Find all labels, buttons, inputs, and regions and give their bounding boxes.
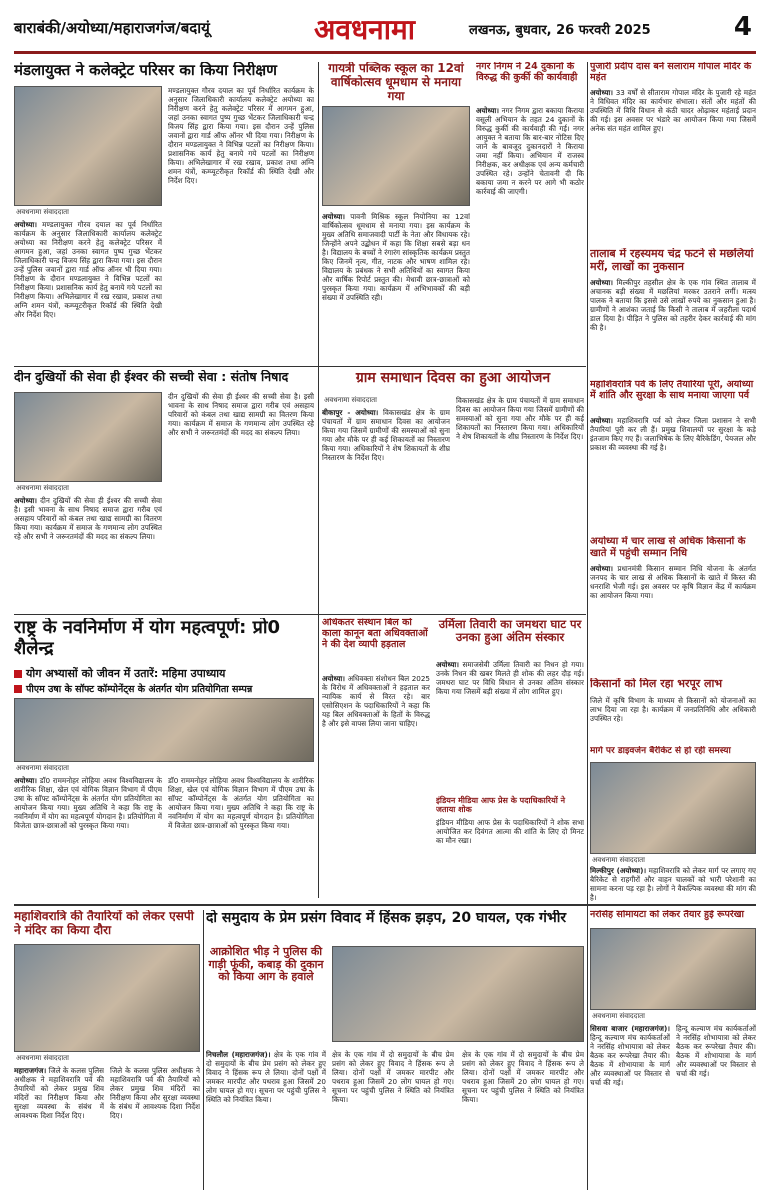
article-body: अयोध्या। प्रधानमंत्री किसान सम्मान निधि योजना के अंतर्गत जनपद के चार लाख से अधिक किसानों के खाते में किस्त की धनराशि भेजी गई। इस अवसर पर कृषि विज्ञान केंद्र में कार्यक्रम का आयोजन किया गया। [590,564,756,600]
section-divider [14,366,586,367]
headline: ग्राम समाधान दिवस का हुआ आयोजन [355,370,551,386]
article-body: अयोध्या। महाशिवरात्रि पर्व को लेकर जिला प्रशासन ने सभी तैयारियां पूरी कर ली हैं। प्रमुख शिवालयों पर सुरक्षा के कड़े इंतजाम किए गए हैं। जलाभिषेक के लिए बैरिकेडिंग, पेयजल और प्रकाश की व्यवस्था की गई है। [590,416,756,452]
article-body: अयोध्या। पावनी मिश्रिक स्कूल नियोनिया का 12वां वार्षिकोत्सव धूमधाम से मनाया गया। इस कार्यक्रम के मुख्य अतिथि समाजवादी पार्टी के नेता और विधायक रहे। जिन्होंने अपने उद्बोधन में कहा कि शिक्षा सबसे बड़ा धन है। विद्यालय के बच्चों ने रंगारंग सांस्कृतिक कार्यक्रम प्रस्तुत किए जिनमें नृत्य, गीत, नाटक और भाषण शामिल रहे। विद्यालय के प्रबंधक ने सभी अतिथियों का स्वागत किया और वार्षिक रिपोर्ट प्रस्तुत की। मेधावी छात्र-छात्राओं को पुरस्कृत किया गया। कार्यक्रम में अभिभावकों की बड़ी संख्या में उपस्थिति रही। [322,212,470,302]
subheadline: आक्रोशित भीड़ ने पुलिस की गाड़ी फूंकी, कबाड़ की दुकान को किया आग के हवाले [208,945,324,984]
article-photo [14,86,162,206]
bullet-icon [14,670,22,678]
article-mahashivratri-preparations [590,380,756,530]
headline: दो समुदाय के प्रेम प्रसंग विवाद में हिंसक झड़प, 20 घायल, एक गंभीर [206,910,567,926]
photo-caption: अवधनामा संवाददाता [324,396,377,404]
article-body: जिले में कृषि विभाग के माध्यम से किसानों को योजनाओं का लाभ दिया जा रहा है। कार्यक्रम में जनप्रतिनिधि और अधिकारी उपस्थित रहे। [590,696,756,723]
article-body: अयोध्या। डॉ0 राममनोहर लोहिया अवध विश्वविद्यालय के शारीरिक शिक्षा, खेल एवं योगिक विज्ञान विभाग में पीएम उषा के सॉफ्ट कॉम्पोनेंट्स के अंतर्गत योग प्रतियोगिता का आयोजन किया गया। मुख्य अतिथि ने कहा कि राष्ट्र के नवनिर्माण में योग का महत्वपूर्ण योगदान है। प्रतियोगिता में विजेता छात्र-छात्राओं को पुरस्कृत किया गया। [14,776,162,830]
article-diversion-barricade [590,746,756,906]
article-body: इंडियन मीडिया आफ प्रेस के पदाधिकारियों ने शोक सभा आयोजित कर दिवंगत आत्मा की शांति के लिए दो मिनट का मौन रखा। [436,818,584,845]
headline: किसानों को मिल रहा भरपूर लाभ [590,678,723,690]
article-body: सिसवा बाजार (महाराजगंज)। हिन्दू कल्याण मंच कार्यकर्ताओं ने नरसिंह शोभायात्रा को लेकर बैठक कर रूपरेखा तैयार की। बैठक में शोभायात्रा के मार्ग और व्यवस्थाओं पर विस्तार से चर्चा की गई। [590,1024,670,1087]
article-advocates-strike [322,618,430,890]
headline: उर्मिला तिवारी का जमथरा घाट पर उनका हुआ अंतिम संस्कार [438,618,582,645]
headline: तालाब में रहस्यमय चंद्र फटने से मछलियां मरीं, लाखों का नुकसान [590,248,754,273]
article-body: अयोध्या। दीन दुखियों की सेवा ही ईश्वर की सच्ची सेवा है। इसी भावना के साथ निषाद समाज द्वारा गरीब एवं असहाय परिवारों को कंबल तथा खाद्य सामग्री का वितरण किया गया। कार्यक्रम में समाज के गणमान्य लोग उपस्थित रहे और सभी ने जरूरतमंदों की मदद का संकल्प लिया। [14,496,162,541]
article-body-continued: मण्डलायुक्त गौरव दयाल का पूर्व निर्धारित कार्यक्रम के अनुसार जिलाधिकारी कार्यालय कलेक्ट्रेट अयोध्या का निरीक्षण करने हेतु कलेक्ट्रेट परिसर में आगमन हुआ, जहां उनका स्वागत पुष्प गुच्छ भेंटकर जिलाधिकारी चन्द्र विजय सिंह द्वारा किया गया। इस दौरान उन्हें पुलिस जवानों द्वारा गार्ड ऑफ ऑनर भी दिया गया। निरीक्षण के दौरान मण्डलायुक्त ने विभिन्न पटलों का निरीक्षण किया। प्रशासनिक कार्य हेतु बनाये गये पटलों का निरीक्षण किया। अभिलेखागार में रख रखाव, प्रकाश तथा अग्नि शमन यंत्रों, कम्प्यूटरीकृत रिकॉर्ड की स्थिति देखी और निर्देश दिए। [168,86,314,185]
article-body-continued: डॉ0 राममनोहर लोहिया अवध विश्वविद्यालय के शारीरिक शिक्षा, खेल एवं योगिक विज्ञान विभाग में पीएम उषा के सॉफ्ट कॉम्पोनेंट्स के अंतर्गत योग प्रतियोगिता का आयोजन किया गया। मुख्य अतिथि ने कहा कि राष्ट्र के नवनिर्माण में योग का महत्वपूर्ण योगदान है। प्रतियोगिता में विजेता छात्र-छात्राओं को पुरस्कृत किया गया। [168,776,314,830]
article-photo [14,698,314,762]
article-body-continued: हिन्दू कल्याण मंच कार्यकर्ताओं ने नरसिंह शोभायात्रा को लेकर बैठक कर रूपरेखा तैयार की। बैठक में शोभायात्रा के मार्ग और व्यवस्थाओं पर विस्तार से चर्चा की गई। [676,1024,756,1078]
article-urmila-tiwari-funeral [436,618,584,890]
headline: महाशिवरात्रि पर्व के लिए तैयारियां पूरी, अयोध्या में शांति और सुरक्षा के साथ मनाया जाएगा पर्व [590,380,754,401]
article-priest-appointed [590,62,756,242]
headline: मार्ग पर डाइवर्जन बैरीकेट से हो रही समस्या [590,746,731,756]
article-photo [322,106,470,206]
article-commissioner-inspection [14,62,314,362]
photo-caption: अवधनामा संवाददाता [592,856,645,864]
masthead [14,10,756,54]
article-photo [332,946,584,1042]
headline: पुजारी प्रदीप दास बने सलाराम गोपाल मंदिर के महंत [590,62,752,83]
article-body: अयोध्या। मण्डलायुक्त गौरव दयाल का पूर्व निर्धारित कार्यक्रम के अनुसार जिलाधिकारी कार्यालय कलेक्ट्रेट अयोध्या का निरीक्षण करने हेतु कलेक्ट्रेट परिसर में आगमन हुआ, जहां उनका स्वागत पुष्प गुच्छ भेंटकर जिलाधिकारी चन्द्र विजय सिंह द्वारा किया गया। इस दौरान उन्हें पुलिस जवानों द्वारा गार्ड ऑफ ऑनर भी दिया गया। निरीक्षण के दौरान मण्डलायुक्त ने विभिन्न पटलों का निरीक्षण किया। प्रशासनिक कार्य हेतु बनाये गये पटलों का निरीक्षण किया। अभिलेखागार में रख रखाव, प्रकाश तथा अग्नि शमन यंत्रों, कम्प्यूटरीकृत रिकॉर्ड की स्थिति देखी और निर्देश दिए। [14,220,162,319]
section-divider [14,904,756,906]
article-sp-temple-visit [14,910,200,1190]
article-photo [14,944,200,1052]
photo-caption: अवधनामा संवाददाता [16,208,69,216]
issue-date: लखनऊ, बुधवार, 26 फरवरी 2025 [469,23,651,38]
article-school-annual-function [322,62,470,362]
headline: मंडलायुक्त ने कलेक्ट्रेट परिसर का किया निरीक्षण [14,62,278,79]
article-body: निचलौल (महाराजगंज)। क्षेत्र के एक गांव में दो समुदायों के बीच प्रेम प्रसंग को लेकर हुए विवाद ने हिंसक रूप ले लिया। दोनों पक्षों में जमकर मारपीट और पथराव हुआ जिसमें 20 लोग घायल हो गए। सूचना पर पहुंची पुलिस ने स्थिति को नियंत्रित किया। [206,1050,326,1104]
article-narsingh-procession [590,910,756,1190]
article-yoga-nation-building [14,618,314,890]
headline: नगर निगम ने 24 दुकानों के विरुद्ध की कुर्की की कार्यवाही [476,62,578,83]
article-body-continued: विकासखंड क्षेत्र के ग्राम पंचायतों में ग्राम समाधान दिवस का आयोजन किया गया जिसमें ग्रामीणों की समस्याओं को सुना गया और मौके पर ही कई शिकायतों का निस्तारण किया गया। अधिकारियों ने शेष शिकायतों के शीघ्र निस्तारण के निर्देश दिए। [456,396,584,441]
column-divider [318,62,319,898]
article-photo [590,762,756,854]
article-body: अयोध्या। नगर निगम द्वारा बकाया किराया वसूली अभियान के तहत 24 दुकानों के विरुद्ध कुर्की की कार्यवाही की गई। नगर आयुक्त ने बताया कि बार-बार नोटिस दिए जाने के बावजूद दुकानदारों ने किराया जमा नहीं किया। अभियान में राजस्व निरीक्षक, कर अधीक्षक एवं अन्य कर्मचारी उपस्थित रहे। उन्होंने चेतावनी दी कि बकाया जमा न करने पर आगे भी कठोर कार्रवाई की जाएगी। [476,106,584,196]
article-body: महाराजगंज। जिले के कलस पुलिस अधीक्षक ने महाशिवरात्रि पर्व की तैयारियों को लेकर प्रमुख शिव मंदिरों का निरीक्षण किया और सुरक्षा व्यवस्था के संबंध में आवश्यक दिशा निर्देश दिए। [14,1066,104,1120]
article-farmers-fund [590,536,756,672]
edition-locations: बाराबंकी/अयोध्या/महाराजगंज/बदायूं [14,19,210,37]
subheading-1: योग अभ्यासों को जीवन में उतारें: महिमा उपाध्याय [14,666,314,681]
article-body: अयोध्या। मिल्कीपुर तहसील क्षेत्र के एक गांव स्थित तालाब में अचानक बड़ी संख्या में मछलियां मरकर उतराने लगीं। मत्स्य पालक ने बताया कि इससे उसे लाखों रुपये का नुकसान हुआ है। ग्रामीणों ने आशंका जताई कि किसी ने तालाब में जहरीला पदार्थ डाल दिया है। पीड़ित ने पुलिस को तहरीर देकर कार्रवाई की मांग की है। [590,278,756,332]
headline: राष्ट्र के नवनिर्माण में योग महत्वपूर्ण: प्रो0 शैलेन्द्र [14,618,281,659]
photo-caption: अवधनामा संवाददाता [16,764,69,772]
headline: अयोध्या में चार लाख से अधिक किसानों के खाते में पहुंची सम्मान निधि [590,536,746,559]
article-body: अयोध्या। समाजसेवी उर्मिला तिवारी का निधन हो गया। उनके निधन की खबर मिलते ही शोक की लहर दौड़ गई। जमथरा घाट पर विधि विधान से उनका अंतिम संस्कार किया गया जिसमें बड़ी संख्या में लोग शामिल हुए। [436,660,584,696]
article-body: अयोध्या। अधिवक्ता संशोधन बिल 2025 के विरोध में अधिवक्ताओं ने हड़ताल कर न्यायिक कार्य से विरत रहे। बार एसोसिएशन के पदाधिकारियों ने कहा कि यह बिल अधिवक्ताओं के हितों के विरुद्ध है और इसे वापस लिया जाना चाहिए। [322,674,430,728]
article-fish-died [590,248,756,374]
headline: महाशिवरात्रि की तैयारियों को लेकर एसपी ने मंदिर का किया दौरा [14,910,194,937]
newspaper-logo: अवधनामा [314,13,415,46]
article-body-continued: जिले के कलस पुलिस अधीक्षक ने महाशिवरात्रि पर्व की तैयारियों को लेकर प्रमुख शिव मंदिरों का निरीक्षण किया और सुरक्षा व्यवस्था के संबंध में आवश्यक दिशा निर्देश दिए। [110,1066,200,1120]
headline: दीन दुखियों की सेवा ही ईश्वर की सच्ची सेवा : संतोष निषाद [14,370,289,384]
subheadline: इंडियन मीडिया आफ प्रेस के पदाधिकारियों ने जताया शोक [436,796,566,815]
article-village-resolution-day [322,370,584,610]
article-body-continued: क्षेत्र के एक गांव में दो समुदायों के बीच प्रेम प्रसंग को लेकर हुए विवाद ने हिंसक रूप ले लिया। दोनों पक्षों में जमकर मारपीट और पथराव हुआ जिसमें 20 लोग घायल हो गए। सूचना पर पहुंची पुलिस ने स्थिति को नियंत्रित किया। [462,1050,584,1104]
bullet-icon [14,685,22,693]
subheading-2: पीएम उषा के सॉफ्ट कॉम्पोनेंट्स के अंतर्गत योग प्रतियोगिता सम्पन्न [14,682,314,695]
article-photo [14,392,162,482]
article-body: मिल्कीपुर (अयोध्या)। महाशिवरात्रि को लेकर मार्ग पर लगाए गए बैरिकेट से राहगीरों और वाहन चालकों को भारी परेशानी का सामना करना पड़ रहा है। लोगों ने वैकल्पिक व्यवस्था की मांग की है। [590,866,756,902]
article-body: बीकापुर - अयोध्या। विकासखंड क्षेत्र के ग्राम पंचायतों में ग्राम समाधान दिवस का आयोजन किया गया जिसमें ग्रामीणों की समस्याओं को सुना गया और मौके पर ही कई शिकायतों का निस्तारण किया गया। अधिकारियों ने शेष शिकायतों के शीघ्र निस्तारण के निर्देश दिए। [322,408,450,462]
column-divider [587,62,588,1190]
photo-caption: अवधनामा संवाददाता [16,1054,69,1062]
article-body-continued: क्षेत्र के एक गांव में दो समुदायों के बीच प्रेम प्रसंग को लेकर हुए विवाद ने हिंसक रूप ले लिया। दोनों पक्षों में जमकर मारपीट और पथराव हुआ जिसमें 20 लोग घायल हो गए। सूचना पर पहुंची पुलिस ने स्थिति को नियंत्रित किया। [332,1050,454,1104]
article-body-continued: दीन दुखियों की सेवा ही ईश्वर की सच्ची सेवा है। इसी भावना के साथ निषाद समाज द्वारा गरीब एवं असहाय परिवारों को कंबल तथा खाद्य सामग्री का वितरण किया गया। कार्यक्रम में समाज के गणमान्य लोग उपस्थित रहे और सभी ने जरूरतमंदों की मदद का संकल्प लिया। [168,392,314,437]
headline: अधिकतर संस्थान बिल को काला कानून बता अधिवक्ताओं ने की देश व्यापी हड़ताल [322,618,428,650]
article-municipal-attachment [476,62,584,362]
article-communal-clash [206,910,584,1190]
article-farmers-benefit [590,678,756,742]
section-divider [14,614,586,615]
column-divider [203,910,204,1190]
photo-caption: अवधनामा संवाददाता [16,484,69,492]
headline: गायत्री पब्लिक स्कूल का 12वां वार्षिकोत्सव धूमधाम से मनाया गया [328,62,464,103]
article-body: अयोध्या। 33 वर्षों से सीताराम गोपाल मंदिर के पुजारी रहे महंत ने विधिवत मंदिर का कार्यभार संभाला। संतों और महंतों की उपस्थिति में विधि विधान से कंठी चादर ओढ़ाकर महंताई प्रदान की गई। इस अवसर पर भंडारे का आयोजन किया गया जिसमें अनेक संत महंत शामिल हुए। [590,88,756,133]
headline: नरसिंह सोमायटा को लेकर तैयार हुई रूपरेखा [590,910,744,920]
article-photo [590,928,756,1010]
article-service-of-poor [14,370,314,610]
photo-caption: अवधनामा संवाददाता [592,1012,645,1020]
page-number: 4 [733,12,752,42]
